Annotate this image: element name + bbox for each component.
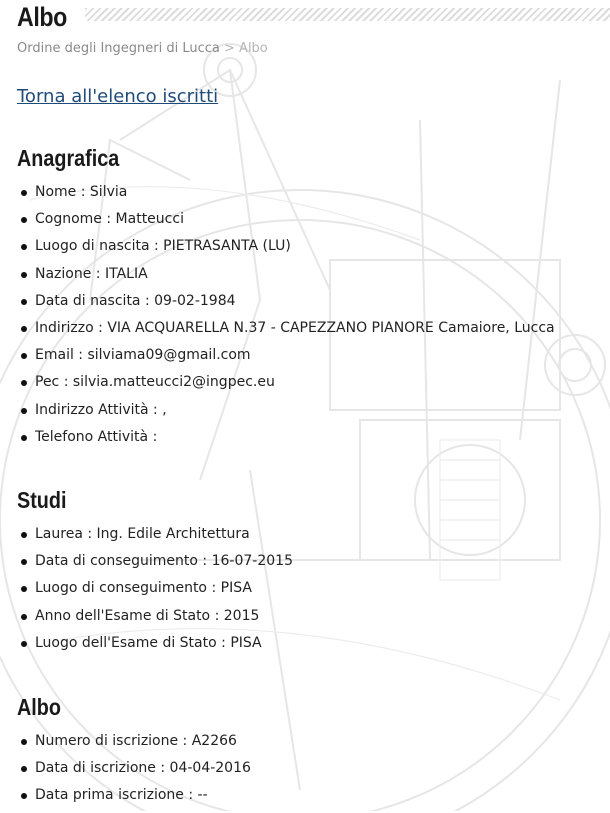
field-label: Email	[35, 347, 74, 364]
breadcrumb	[17, 40, 268, 58]
field-value: 09-02-1984	[154, 292, 236, 309]
field-value: Ing. Edile Architettura	[96, 526, 250, 542]
title-decorative-rule	[85, 8, 610, 21]
field-value: silviama09@gmail.com	[87, 347, 251, 364]
albo-list	[17, 731, 251, 813]
field-label: Cognome	[35, 211, 102, 228]
section-title-studi: Studi	[17, 487, 67, 513]
field-value: VIA ACQUARELLA N.37 - CAPEZZANO PIANORE Camaiore, Lucca	[107, 319, 555, 336]
field-label: Nazione	[35, 265, 92, 282]
field-label: Anno dell'Esame di Stato	[35, 607, 211, 624]
field-label: Telefono Attività	[35, 428, 149, 445]
list-item: Telefono Attività :	[17, 427, 555, 454]
breadcrumb-separator: >	[224, 41, 235, 56]
field-label: Nome	[35, 184, 77, 200]
list-item: Data prima iscrizione : --	[17, 785, 251, 812]
field-label: Laurea	[35, 526, 83, 542]
field-value: silvia.matteucci2@ingpec.eu	[72, 374, 275, 391]
page-header	[17, 0, 610, 34]
list-item: Email : silviama09@gmail.com	[17, 345, 555, 372]
page-title: Albo	[17, 2, 67, 32]
field-label: Indirizzo Attività	[35, 401, 149, 418]
back-to-list-link[interactable]: Torna all'elenco iscritti	[17, 86, 219, 107]
field-value: --	[197, 787, 208, 804]
list-item: Nome : Silvia	[17, 182, 555, 209]
breadcrumb-current: Albo	[239, 41, 268, 56]
list-item: Luogo dell'Esame di Stato : PISA	[17, 633, 293, 660]
field-label: Pec	[35, 374, 60, 391]
list-item: Luogo di nascita : PIETRASANTA (LU)	[17, 236, 555, 263]
list-item: Cognome : Matteucci	[17, 209, 555, 236]
list-item: Data di nascita : 09-02-1984	[17, 291, 555, 318]
field-value: Matteucci	[115, 211, 184, 228]
field-value: 16-07-2015	[211, 553, 293, 570]
field-value: 04-04-2016	[169, 760, 251, 777]
field-value: PISA	[230, 634, 262, 651]
list-item: Data di iscrizione : 04-04-2016	[17, 758, 251, 785]
list-item: Numero di iscrizione : A2266	[17, 731, 251, 758]
breadcrumb-home-link[interactable]: Ordine degli Ingegneri di Lucca	[17, 41, 220, 56]
list-item: Data di conseguimento : 16-07-2015	[17, 551, 293, 578]
field-label: Data di conseguimento	[35, 553, 198, 570]
list-item: Laurea : Ing. Edile Architettura	[17, 524, 293, 551]
field-value: ,	[162, 401, 167, 418]
field-value: ITALIA	[104, 265, 148, 282]
field-value: PIETRASANTA (LU)	[163, 238, 291, 255]
anagrafica-list	[17, 182, 555, 454]
list-item: Anno dell'Esame di Stato : 2015	[17, 606, 293, 633]
field-label: Numero di iscrizione	[35, 733, 179, 749]
list-item: Indirizzo Attività : ,	[17, 400, 555, 427]
list-item: Pec : silvia.matteucci2@ingpec.eu	[17, 372, 555, 399]
section-title-albo: Albo	[17, 694, 61, 720]
list-item: Luogo di conseguimento : PISA	[17, 578, 293, 605]
section-title-anagrafica: Anagrafica	[17, 145, 120, 171]
field-label: Indirizzo	[35, 319, 94, 336]
field-label: Data prima iscrizione	[35, 787, 184, 804]
list-item: Nazione : ITALIA	[17, 264, 555, 291]
field-value: 2015	[223, 607, 260, 624]
field-label: Data di nascita	[35, 292, 141, 309]
field-value: Silvia	[89, 184, 128, 200]
field-label: Data di iscrizione	[35, 760, 156, 777]
field-label: Luogo di conseguimento	[35, 580, 207, 597]
field-value: A2266	[191, 733, 237, 749]
field-value: PISA	[220, 580, 252, 597]
field-label: Luogo dell'Esame di Stato	[35, 634, 217, 651]
list-item: Indirizzo : VIA ACQUARELLA N.37 - CAPEZZANO PIANORE Camaiore, Lucca	[17, 318, 555, 345]
studi-list	[17, 524, 293, 660]
field-label: Luogo di nascita	[35, 238, 150, 255]
